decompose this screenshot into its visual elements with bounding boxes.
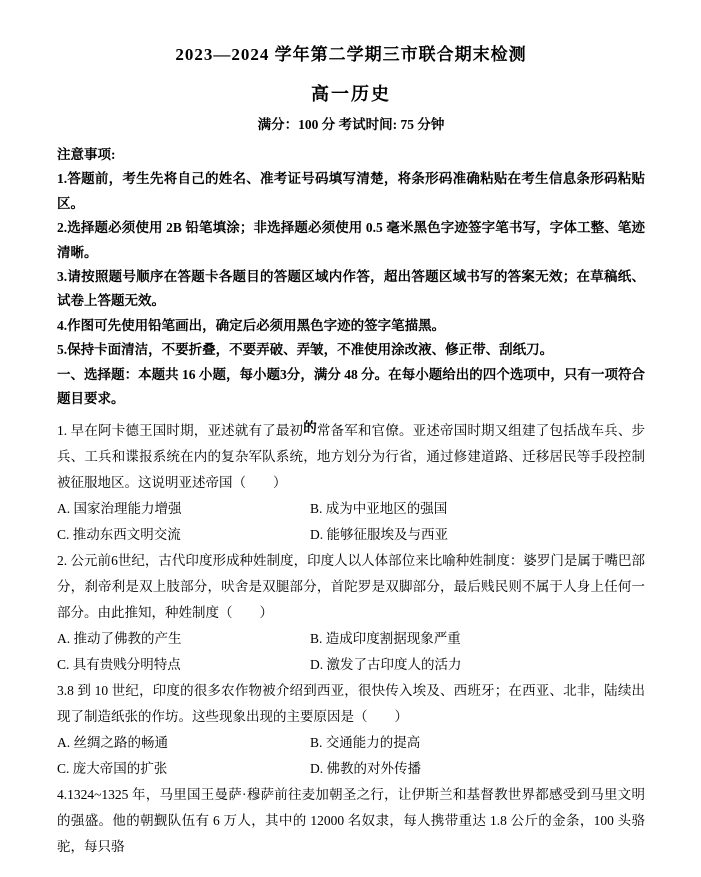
question-3-option-d: D. 佛教的对外传播	[310, 761, 421, 777]
question-2-option-c: C. 具有贵贱分明特点	[57, 657, 181, 673]
question-1-options-row-2	[57, 522, 645, 548]
question-4-stem-truncated: 4.1324~1325 年，马里国王曼萨·穆萨前往麦加朝圣之行，让伊斯兰和基督教世界都感受到马里文明的强盛。他的朝觐队伍有 6 万人，其中的 12000 名奴隶，每人携带重达 1.8 公斤的金条，100 头骆驼，每只骆	[57, 787, 645, 855]
question-2-option-d: D. 激发了古印度人的活力	[310, 657, 462, 673]
question-1-option-b: B. 成为中亚地区的强国	[310, 501, 448, 517]
question-1-option-c: C. 推动东西文明交流	[57, 527, 181, 543]
question-2-options-row-1	[57, 626, 645, 652]
question-3-option-a: A. 丝绸之路的畅通	[57, 735, 168, 751]
question-2-stem: 2. 公元前6世纪，古代印度形成种姓制度，印度人以人体部位来比喻种姓制度：婆罗门是属于嘴巴部分，刹帝利是双上肢部分，吠舍是双腿部分，首陀罗是双脚部分，最后贱民则不属于人身上任何一部分。由此推知，种姓制度（ ）	[57, 553, 645, 621]
question-2-option-a: A. 推动了佛教的产生	[57, 631, 182, 647]
question-3-option-c: C. 庞大帝国的扩张	[57, 761, 168, 777]
question-3-options-row-1	[57, 730, 645, 756]
question-3-option-b: B. 交通能力的提高	[310, 735, 421, 751]
notice-item-2: 2.选择题必须使用 2B 铅笔填涂；非选择题必须使用 0.5 毫米黑色字迹签字笔书写，字体工整、笔迹清晰。	[57, 220, 645, 260]
question-2-options-row-2	[57, 652, 645, 678]
question-1-stem	[57, 418, 645, 496]
notice-heading: 注意事项:	[57, 147, 116, 162]
question-1-options-row-1	[57, 496, 645, 522]
question-1-stem-emphasis: 的	[303, 420, 317, 436]
notice-item-3: 3.请按照题号顺序在答题卡各题目的答题区域内作答，超出答题区域书写的答案无效；在草稿纸、试卷上答题无效。	[57, 269, 645, 309]
question-1-stem-pre: 1. 早在阿卡德王国时期，亚述就有了最初	[57, 423, 304, 439]
notice-item-1: 1.答题前，考生先将自己的姓名、准考证号码填写清楚，将条形码准确粘贴在考生信息条形码粘贴区。	[57, 171, 645, 211]
section-heading: 一、选择题：本题共 16 小题，每小题3分，满分 48 分。在每小题给出的四个选项中，只有一项符合题目要求。	[57, 366, 645, 407]
page-title: 2023—2024 学年第二学期三市联合期末检测	[175, 45, 527, 64]
notice-item-4: 4.作图可先使用铅笔画出，确定后必须用黑色字迹的签字笔描黑。	[57, 317, 446, 333]
questions-section	[57, 418, 645, 860]
exam-info: 满分：100 分 考试时间: 75 分钟	[257, 117, 445, 132]
question-1-option-d: D. 能够征服埃及与西亚	[310, 527, 448, 543]
question-2-option-b: B. 造成印度割据现象严重	[310, 631, 461, 647]
notice-section	[57, 143, 645, 411]
question-1-option-a: A. 国家治理能力增强	[57, 501, 182, 517]
notice-item-5: 5.保持卡面清洁，不要折叠，不要弄破、弄皱，不准使用涂改液、修正带、刮纸刀。	[57, 342, 554, 358]
question-3-options-row-2	[57, 756, 645, 782]
page-subtitle: 高一历史	[311, 84, 391, 104]
question-3-stem: 3.8 到 10 世纪，印度的很多农作物被介绍到西亚，很快传入埃及、西班牙；在西亚、北非，陆续出现了制造纸张的作坊。这些现象出现的主要原因是（ ）	[57, 683, 645, 725]
question-1-stem-post: 常备军和官僚。亚述帝国时期又组建了包括战车兵、步兵、工兵和谍报系统在内的复杂军队系统，地方划分为行省，通过修建道路、迁移居民等手段控制被征服地区。这说明亚述帝国（ ）	[57, 423, 646, 491]
